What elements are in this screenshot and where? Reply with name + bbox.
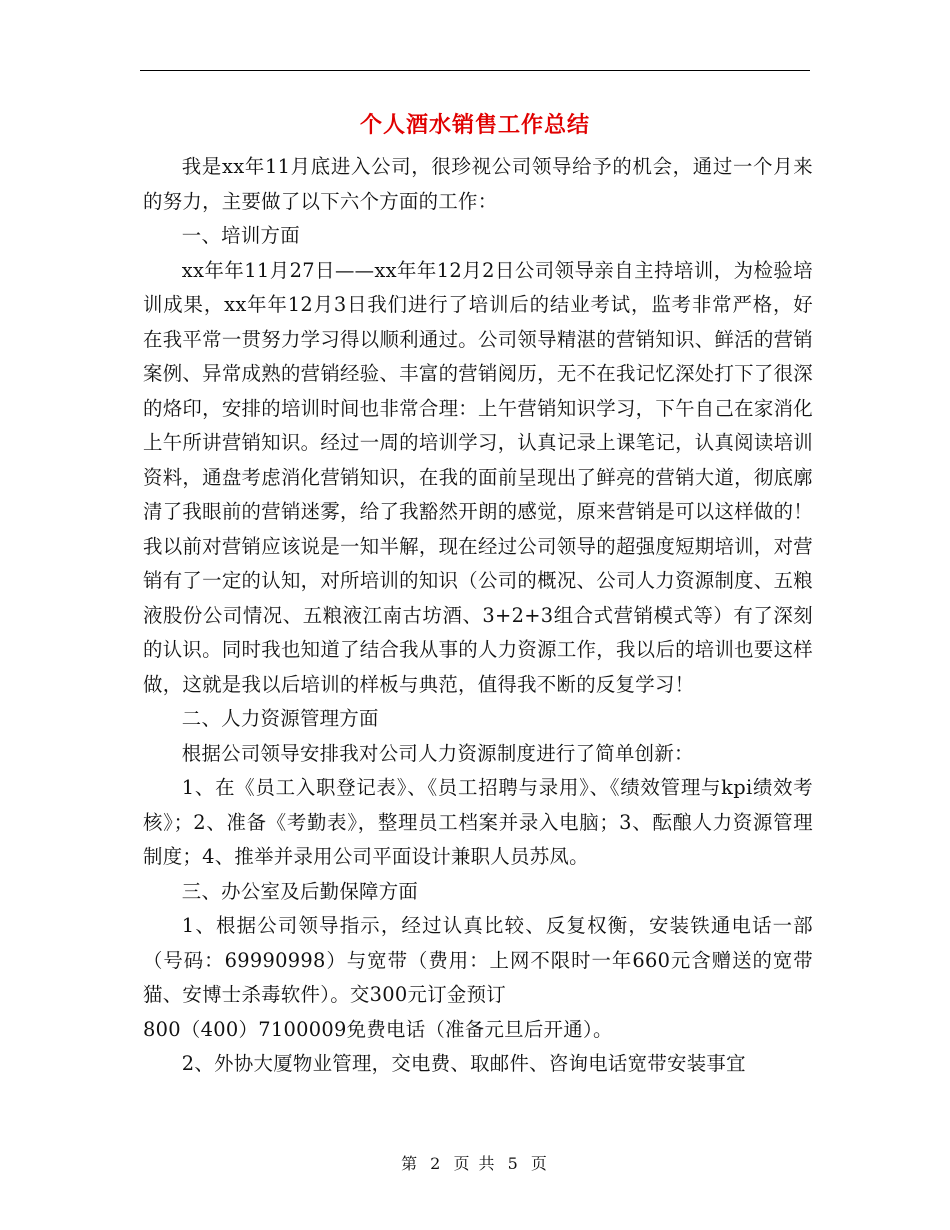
document-body — [143, 150, 813, 1082]
paragraph-intro: 我是xx年11月底进入公司，很珍视公司领导给予的机会，通过一个月来的努力，主要做了以下六个方面的工作： — [143, 155, 813, 213]
header-rule — [140, 70, 810, 71]
footer-current-page: 2 — [430, 1154, 443, 1173]
document-title: 个人酒水销售工作总结 — [359, 112, 590, 138]
paragraph-training: xx年年11月27日——xx年年12月2日公司领导亲自主持培训，为检验培训成果，xx年年12月3日我们进行了培训后的结业考试，监考非常严格，好在我平常一贯努力学习得以顺利通过。公司领导精湛的营销知识、鲜活的营销案例、异常成熟的营销经验、丰富的营销阅历，无不在我记忆深处打下了很深的烙印，安排的培训时间也非常合理：上午营销知识学习，下午自己在家消化上午所讲营销知识。经过一周的培训学习，认真记录上课笔记，认真阅读培训资料，通盘考虑消化营销知识，在我的面前呈现出了鲜亮的营销大道，彻底廓清了我眼前的营销迷雾，给了我豁然开朗的感觉，原来营销是可以这样做的！我以前对营销应该说是一知半解，现在经过公司领导的超强度短期培训，对营销有了一定的认知，对所培训的知识（公司的概况、公司人力资源制度、五粮液股份公司情况、五粮液江南古坊酒、3+2+3组合式营销模式等）有了深刻的认识。同时我也知道了结合我从事的人力资源工作，我以后的培训也要这样做，这就是我以后培训的样板与典范，值得我不断的反复学习！ — [143, 258, 813, 696]
paragraph-office-1-cont: 800（400）7100009免费电话（准备元旦后开通）。 — [143, 1017, 613, 1041]
paragraph-hr-intro: 根据公司领导安排我对公司人力资源制度进行了简单创新： — [181, 741, 694, 765]
paragraph-office-2: 2、外协大厦物业管理，交电费、取邮件、咨询电话宽带安装事宜 — [181, 1052, 746, 1075]
section-heading-training: 一、培训方面 — [181, 224, 300, 247]
footer-total-pages: 5 — [507, 1154, 520, 1173]
section-heading-office: 三、办公室及后勤保障方面 — [181, 879, 419, 903]
footer-suffix: 页 — [530, 1154, 549, 1173]
section-heading-hr: 二、人力资源管理方面 — [181, 707, 379, 730]
page-footer — [0, 1152, 950, 1176]
footer-prefix: 第 — [401, 1154, 420, 1173]
paragraph-hr-items: 1、在《员工入职登记表》、《员工招聘与录用》、《绩效管理与kpi绩效考核》；2、准备《考勤表》，整理员工档案并录入电脑；3、酝酿人力资源管理制度；4、推举并录用公司平面设计兼职人员苏凤。 — [143, 776, 813, 868]
footer-middle: 页 共 — [453, 1154, 497, 1173]
paragraph-office-1: 1、根据公司领导指示，经过认真比较、反复权衡，安装铁通电话一部（号码：69990998）与宽带（费用：上网不限时一年660元含赠送的宽带猫、安博士杀毒软件）。交300元订金预订 — [143, 914, 813, 1006]
